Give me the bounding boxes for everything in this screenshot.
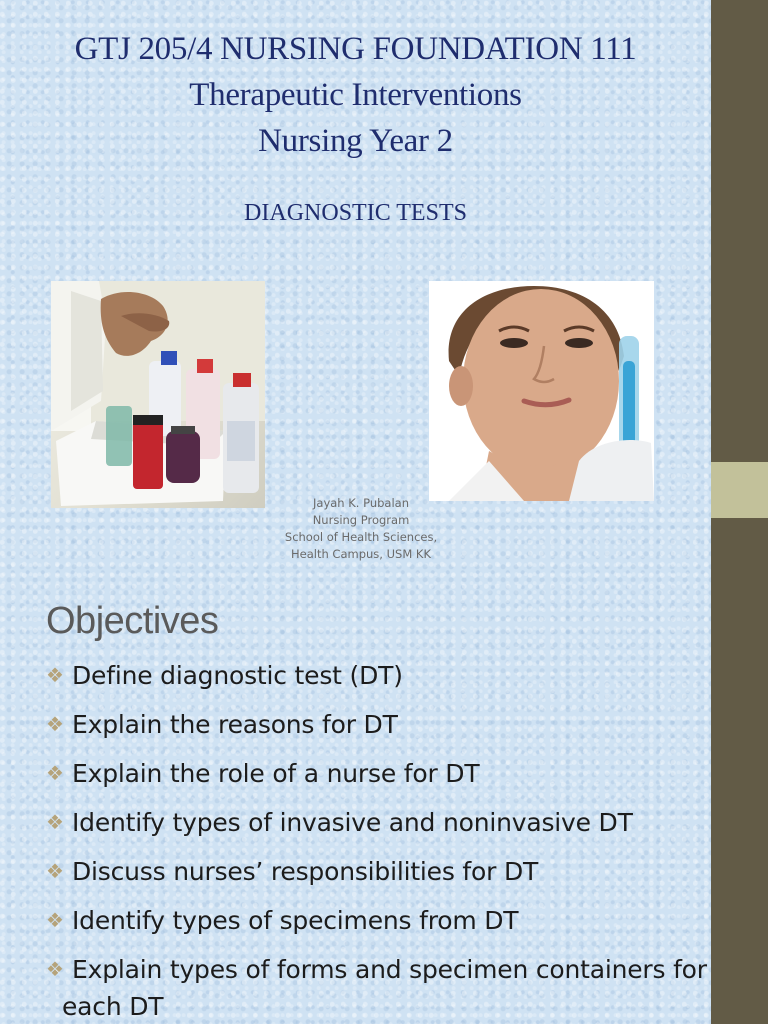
author-name: Jayah K. Pubalan — [313, 496, 409, 510]
objective-text: Identify types of invasive and noninvasive DT — [72, 808, 633, 837]
diamond-bullet-icon: ❖ — [46, 663, 64, 687]
diamond-bullet-icon: ❖ — [46, 859, 64, 883]
nurse-test-tube-photo — [429, 281, 654, 501]
lab-bottles-photo — [51, 281, 265, 508]
author-program: Nursing Program — [312, 513, 410, 527]
diamond-bullet-icon: ❖ — [46, 908, 64, 932]
side-bar-accent — [711, 462, 768, 518]
objective-item — [46, 853, 746, 890]
objective-text: Discuss nurses’ responsibilities for DT — [72, 857, 539, 886]
diamond-bullet-icon: ❖ — [46, 810, 64, 834]
objectives-list — [46, 657, 746, 1024]
author-campus: Health Campus, USM KK — [291, 547, 431, 561]
objective-item — [46, 951, 746, 1024]
title-line-course: GTJ 205/4 NURSING FOUNDATION 111 — [74, 31, 637, 67]
objective-item — [46, 804, 746, 841]
objective-text: Explain types of forms and specimen containers for each DT — [62, 955, 707, 1021]
objective-text: Identify types of specimens from DT — [72, 906, 519, 935]
diamond-bullet-icon: ❖ — [46, 712, 64, 736]
objective-item — [46, 755, 746, 792]
objective-item — [46, 706, 746, 743]
objectives-heading: Objectives — [46, 600, 219, 642]
diamond-bullet-icon: ❖ — [46, 957, 64, 981]
title-line-topic: Therapeutic Interventions — [189, 77, 522, 113]
title-line-year: Nursing Year 2 — [258, 123, 453, 159]
objective-text: Explain the reasons for DT — [72, 710, 398, 739]
slide-subtitle: DIAGNOSTIC TESTS — [244, 200, 467, 226]
objective-item — [46, 902, 746, 939]
author-info — [226, 495, 496, 563]
slide-title — [0, 26, 711, 164]
objective-text: Explain the role of a nurse for DT — [72, 759, 480, 788]
objective-item — [46, 657, 746, 694]
diamond-bullet-icon: ❖ — [46, 761, 64, 785]
objective-text: Define diagnostic test (DT) — [72, 661, 403, 690]
author-school: School of Health Sciences, — [284, 530, 438, 544]
